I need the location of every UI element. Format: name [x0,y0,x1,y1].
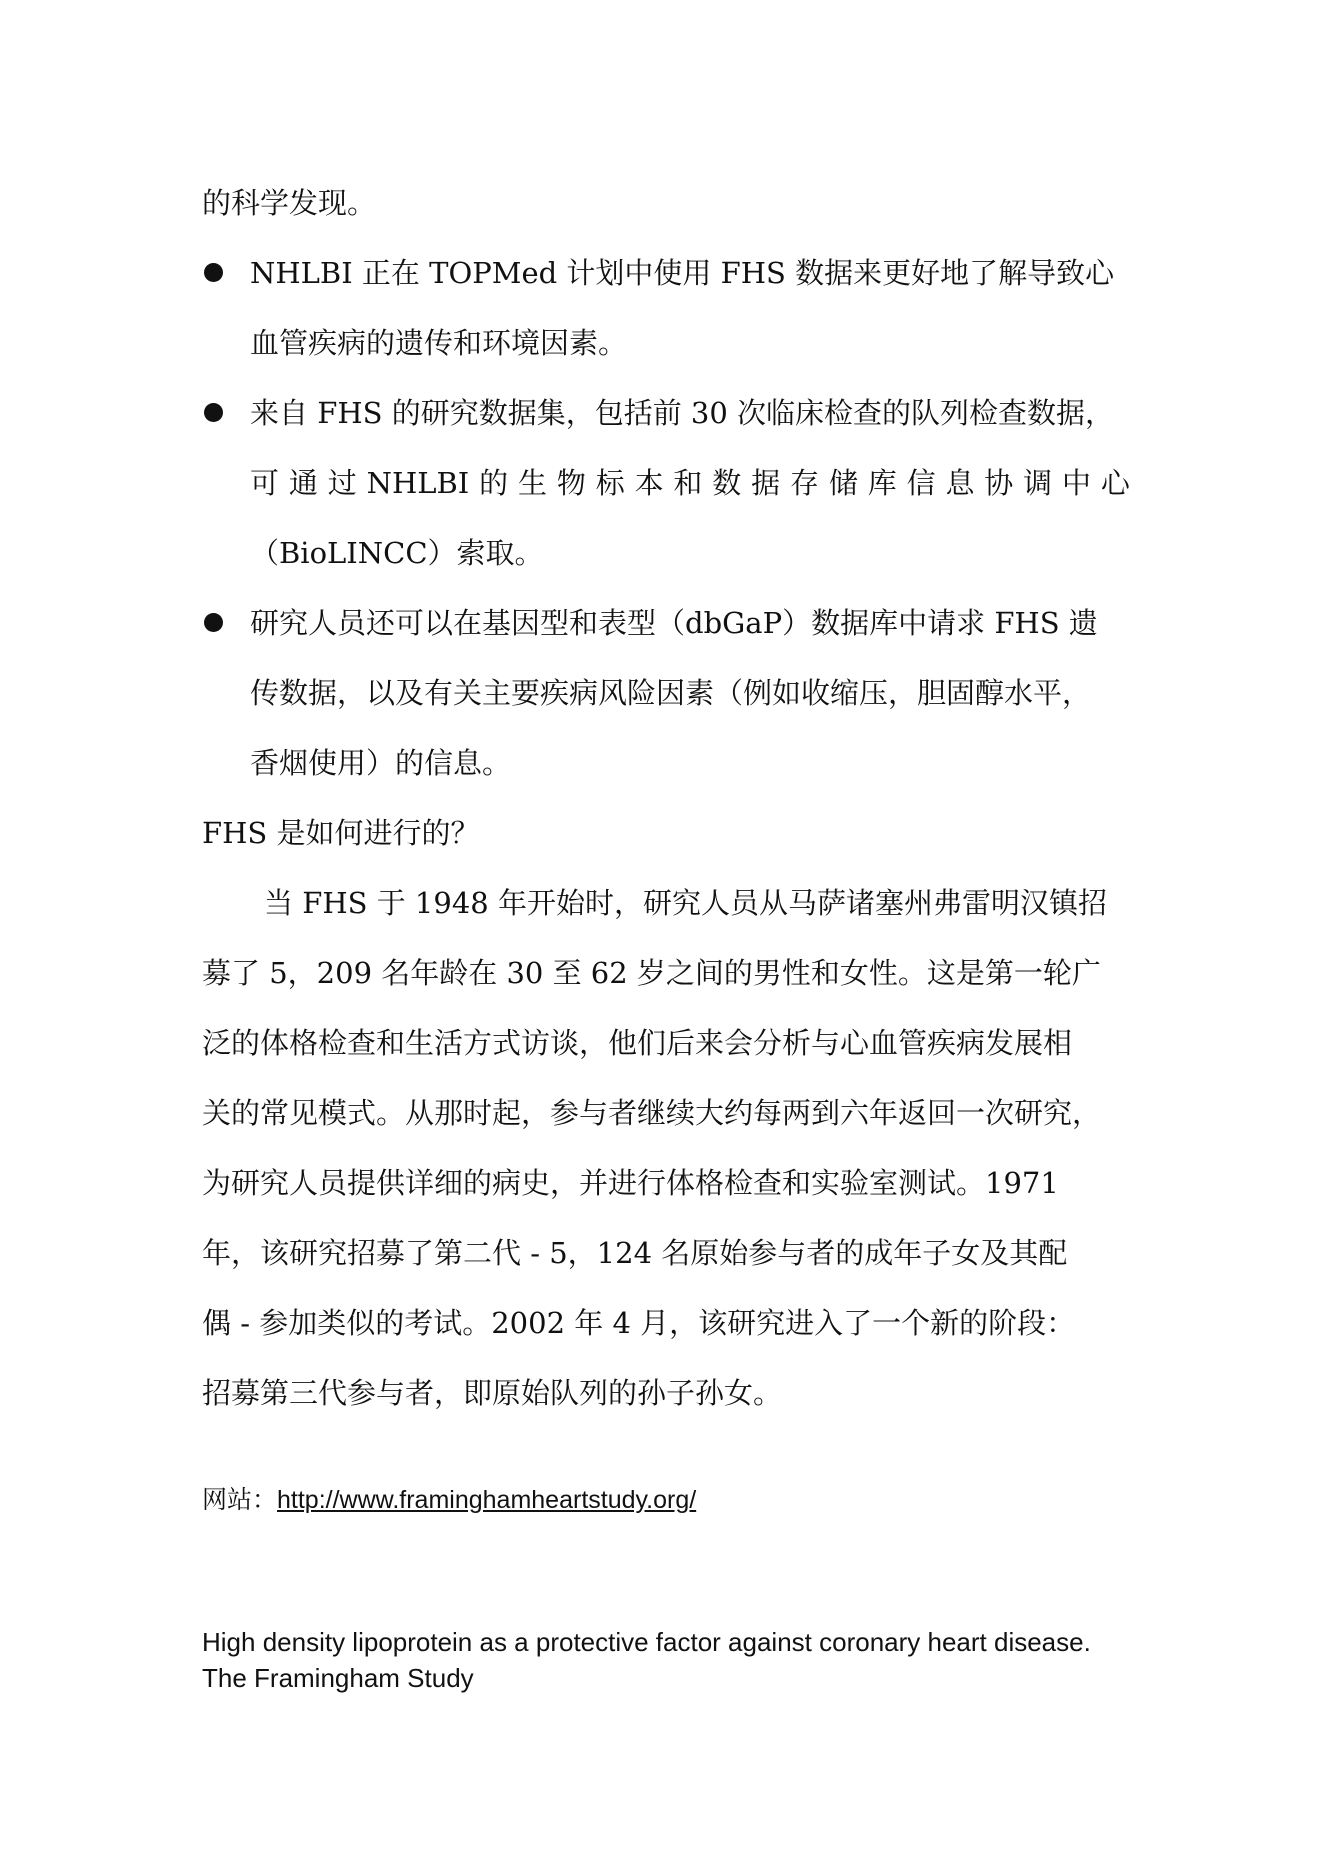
justified-token: 数 [712,466,742,500]
paragraph-line: 泛的体格检查和生活方式访谈，他们后来会分析与心血管疾病发展相 [202,1026,1073,1060]
justified-token: 和 [673,466,703,500]
history-paragraph [202,868,1130,1428]
justified-token: NHLBI [366,466,470,500]
justified-token: 库 [867,466,897,500]
bullet-line: 来自 FHS 的研究数据集，包括前 30 次临床检查的队列检查数据， [250,396,1115,430]
justified-token: 物 [556,466,586,500]
bullet-item-dbgap [202,588,1130,798]
justified-token: 据 [751,466,781,500]
justified-token: 通 [288,466,318,500]
bullet-line: NHLBI 正在 TOPMed 计划中使用 FHS 数据来更好地了解导致心 [250,256,1115,290]
justified-token: 调 [1023,466,1053,500]
bullet-dot-icon [204,613,223,632]
paragraph-line: 年，该研究招募了第二代 - 5，124 名原始参与者的成年子女及其配 [202,1236,1068,1270]
bullet-item-biolincc [202,378,1130,588]
justified-token: 过 [327,466,357,500]
justified-token: 心 [1100,466,1130,500]
justified-token: 存 [790,466,820,500]
paragraph-line: 募了 5，209 名年龄在 30 至 62 岁之间的男性和女性。这是第一轮广 [202,956,1101,990]
bullet-dot-icon [204,263,223,282]
paragraph-line: 当 FHS 于 1948 年开始时，研究人员从马萨诸塞州弗雷明汉镇招 [264,886,1107,920]
website-line [202,1480,696,1520]
bullet-line: 研究人员还可以在基因型和表型（dbGaP）数据库中请求 FHS 遗 [250,606,1098,640]
bullet-dot-icon [204,403,223,422]
justified-token: 标 [595,466,625,500]
paragraph-line: 关的常见模式。从那时起，参与者继续大约每两到六年返回一次研究， [202,1096,1102,1130]
body-text [202,168,1130,1428]
bullet-line: 传数据，以及有关主要疾病风险因素（例如收缩压，胆固醇水平， [250,676,1092,710]
website-link[interactable]: http://www.framinghamheartstudy.org/ [277,1486,697,1514]
bullet-line: （BioLINCC）索取。 [250,536,544,570]
paragraph-line: 招募第三代参与者，即原始队列的孙子孙女。 [202,1376,783,1410]
bullet-line: 香烟使用）的信息。 [250,746,512,780]
intro-line: 的科学发现。 [202,186,377,220]
bullet-item-topmed [202,238,1130,378]
justified-token: 储 [828,466,858,500]
reference-citation [202,1624,1142,1696]
justified-token: 中 [1062,466,1092,500]
reference-subtitle: The Framingham Study [202,1663,474,1693]
bullet-line-justified [250,448,1130,518]
justified-token: 息 [945,466,975,500]
justified-token: 本 [634,466,664,500]
section-heading: FHS 是如何进行的？ [202,816,480,850]
paragraph-line: 偶 - 参加类似的考试。2002 年 4 月，该研究进入了一个新的阶段： [202,1306,1076,1340]
reference-title: High density lipoprotein as a protective factor against coronary heart disease. [202,1627,1091,1657]
justified-token: 的 [479,466,509,500]
justified-token: 信 [906,466,936,500]
bullet-line: 血管疾病的遗传和环境因素。 [250,326,628,360]
justified-token: 协 [984,466,1014,500]
justified-token: 生 [517,466,547,500]
paragraph-line: 为研究人员提供详细的病史，并进行体格检查和实验室测试。1971 [202,1166,1059,1200]
justified-token: 可 [250,466,280,500]
website-label: 网站： [202,1485,278,1514]
